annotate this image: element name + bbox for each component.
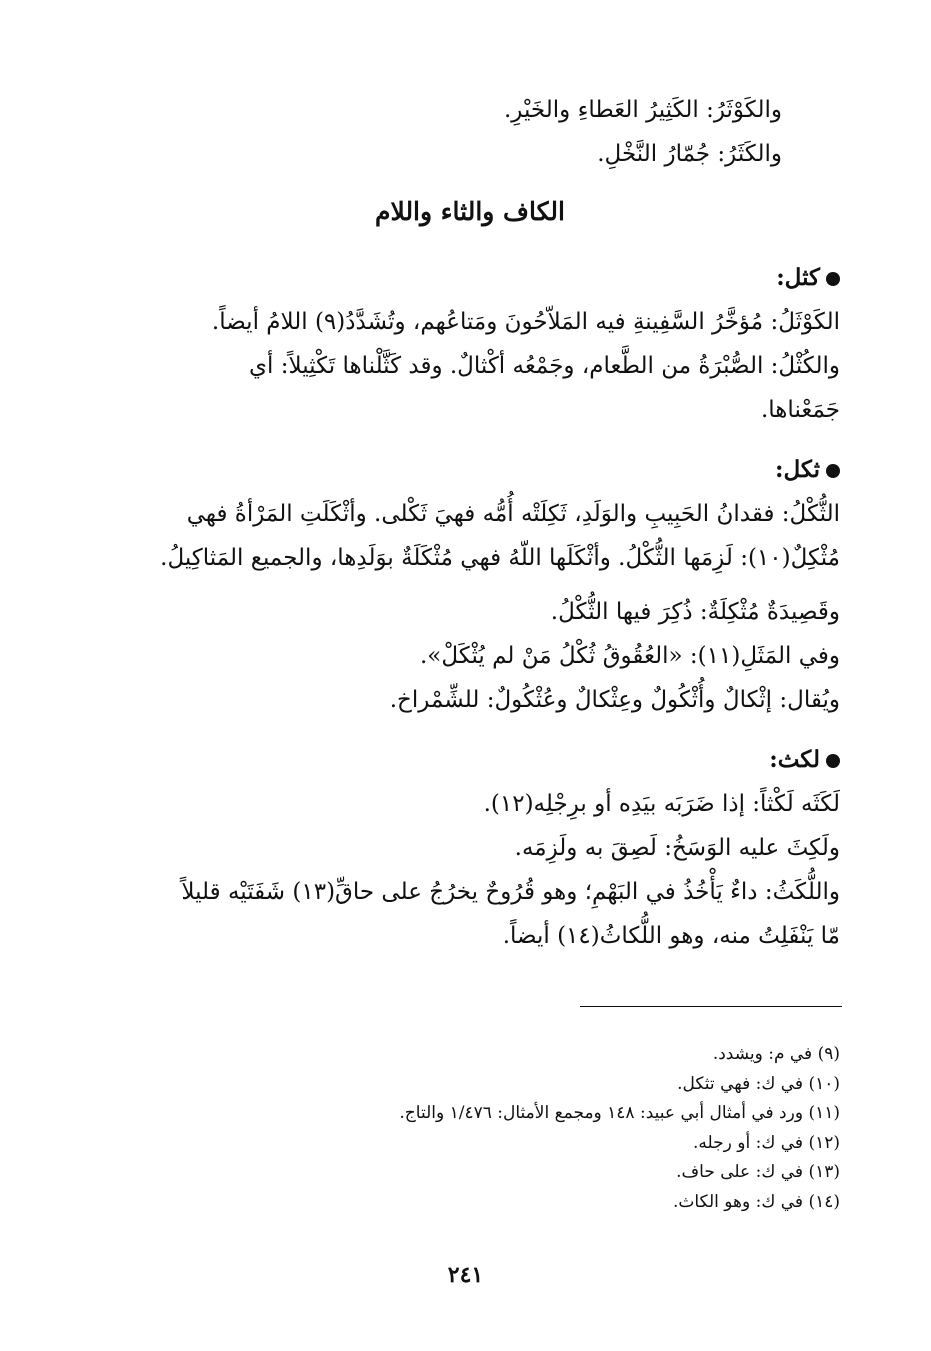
entry-heading bbox=[100, 738, 840, 782]
text-line: الكَوْثَلُ: مُؤخَّرُ السَّفِينةِ فيه المَلاّحُونَ ومَتاعُهم، وتُشَدَّدُ(٩) اللامُ أيضاً. bbox=[211, 309, 840, 335]
footnotes bbox=[100, 1040, 840, 1217]
text-line: ولَكِثَ عليه الوَسَخُ: لَصِقَ به ولَزِمَه. bbox=[514, 835, 840, 861]
text-line: والكَثَرُ: جُمّارُ النَّخْلِ. bbox=[597, 141, 782, 167]
entry-heading-label: ثكل: bbox=[774, 456, 820, 483]
text-line: جَمَعْناها. bbox=[760, 397, 840, 423]
entry-heading bbox=[100, 448, 840, 492]
footnote: (٩) في م: ويشدد. bbox=[712, 1044, 840, 1064]
text-line: مّا يَنْفَلِتُ منه، وهو اللُّكاثُ(١٤) أيضاً. bbox=[502, 923, 840, 949]
bullet-icon bbox=[826, 754, 840, 768]
bullet-icon bbox=[826, 464, 840, 478]
footnote: (١١) ورد في أمثال أبي عبيد: ١٤٨ ومجمع الأمثال: ١/٤٧٦ والتاج. bbox=[399, 1103, 840, 1123]
text-line: الثُّكْلُ: فقدانُ الحَبِيبِ والوَلَدِ، ثَكِلَتْه أُمُّه فهيَ ثَكْلى. وأثْكَلَتِ المَرْأةُ فهي bbox=[186, 501, 840, 527]
entry-lakath bbox=[100, 738, 840, 958]
footnote: (١٣) في ك: على حاف. bbox=[676, 1162, 840, 1182]
text-line: وقَصِيدَةٌ مُثْكِلَةٌ: ذُكِرَ فيها الثُّكْلُ. bbox=[550, 599, 840, 625]
page-body bbox=[100, 88, 840, 958]
footnote: (١٢) في ك: أو رجله. bbox=[693, 1132, 840, 1153]
text-line: واللُّكَثُ: داءٌ يَأْخُذُ في البَهْمِ؛ وهو قُرُوحٌ يخرُجُ على حاقِّ(١٣) شَفَتَيْه قليلاً bbox=[181, 879, 840, 905]
footnote-divider bbox=[580, 1006, 842, 1007]
text-line: ويُقال: إثْكالٌ وأُثْكُولٌ وعِثْكالٌ وعُثْكُولٌ: للشِّمْراخ. bbox=[389, 687, 840, 713]
text-line: والكَوْثَرُ: الكَثِيرُ العَطاءِ والخَيْرِ. bbox=[503, 97, 782, 123]
entry-kathal bbox=[100, 256, 840, 432]
section-title: الكاف والثاء واللام bbox=[375, 197, 565, 226]
text-line: لَكَثَه لَكْثاً: إذا ضَرَبَه بيَدِه أو برِجْلِه(١٢). bbox=[483, 791, 840, 817]
text-line: والكُثْلُ: الصُّبْرَةُ من الطَّعام، وجَمْعُه أكْثالٌ. وقد كَثَّلْناها تَكْثِيلاً: أي bbox=[249, 353, 840, 379]
entry-heading bbox=[100, 256, 840, 300]
footnote: (١٤) في ك: وهو الكاث. bbox=[672, 1191, 840, 1212]
entry-thakal bbox=[100, 448, 840, 722]
entry-heading-label: لكث: bbox=[769, 746, 820, 773]
text-line: وفي المَثَلِ(١١): «العُقُوقُ ثُكْلُ مَنْ لم يُثْكَلْ». bbox=[419, 643, 840, 669]
bullet-icon bbox=[826, 272, 840, 286]
page-number: ٢٤١ bbox=[447, 1262, 484, 1288]
entry-heading-label: كثل: bbox=[776, 264, 820, 291]
text-line: مُثْكِلٌ(١٠): لَزِمَها الثُّكْلُ. وأثْكَلَها اللّهُ فهي مُثْكَلَةٌ بوَلَدِها، والجميع المَثاكِيلُ. bbox=[160, 545, 840, 571]
footnote: (١٠) في ك: فهي تثكل. bbox=[677, 1073, 840, 1094]
